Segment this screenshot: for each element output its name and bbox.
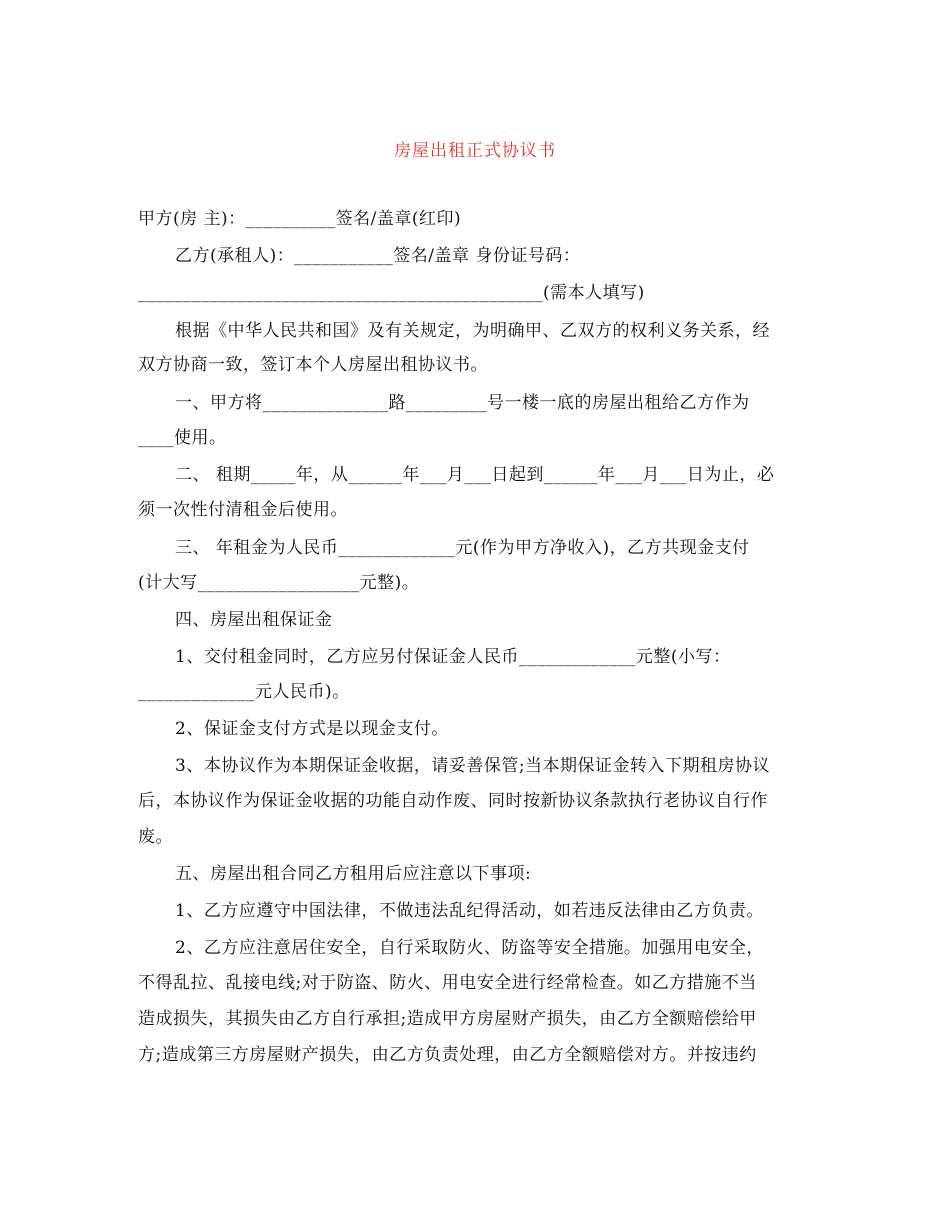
clause-5-item-2: 不得乱拉、乱接电线;对于防盗、防火、用电安全进行经常检查。如乙方措施不当 — [138, 973, 757, 993]
clause-4-heading: 四、房屋出租保证金 — [175, 610, 333, 630]
document-title: 房屋出租正式协议书 — [394, 141, 556, 161]
clause-5-item-2: 2、乙方应注意居住安全，自行采取防火、防盗等安全措施。加强用电安全， — [175, 938, 764, 958]
clause-5-item-2: 造成损失，其损失由乙方自行承担;造成甲方房屋财产损失，由乙方全额赔偿给甲 — [138, 1009, 757, 1029]
clause-4-item-3: 废。 — [138, 827, 173, 847]
clause-1-line: 一、甲方将______________路_________号一楼一底的房屋出租给乙方作为 — [175, 393, 750, 413]
clause-1-line: ____使用。 — [138, 428, 227, 448]
clause-5-item-2: 方;造成第三方房屋财产损失，由乙方负责处理，由乙方全额赔偿对方。并按违约 — [138, 1045, 757, 1065]
clause-2-line: 须一次性付清租金后使用。 — [138, 500, 348, 520]
paragraph-line: 双方协商一致，签订本个人房屋出租协议书。 — [138, 355, 488, 375]
clause-2-line: 二、 租期_____年，从______年___月___日起到______年___月___日为止，必 — [175, 465, 775, 485]
clause-3-line: (计大写__________________元整)。 — [138, 573, 420, 593]
id-number-line: _____________________________________________(需本人填写) — [138, 283, 645, 303]
party-a-line: 甲方(房 主)：__________签名/盖章(红印) — [138, 209, 462, 229]
clause-5-item-1: 1、乙方应遵守中国法律，不做违法乱纪得活动，如若违反法律由乙方负责。 — [175, 901, 764, 921]
party-b-line: 乙方(承租人)：___________签名/盖章 身份证号码： — [175, 246, 581, 266]
clause-4-item-2: 2、保证金支付方式是以现金支付。 — [175, 719, 449, 739]
clause-4-item-1: 1、交付租金同时，乙方应另付保证金人民币_____________元整(小写： — [175, 647, 731, 667]
paragraph-line: 根据《中华人民共和国》及有关规定，为明确甲、乙双方的权利义务关系，经 — [175, 321, 770, 341]
clause-4-item-3: 后，本协议作为保证金收据的功能自动作废、同时按新协议条款执行老协议自行作 — [138, 791, 768, 811]
clause-4-item-1: _____________元人民币)。 — [138, 682, 350, 702]
clause-5-heading: 五、房屋出租合同乙方租用后应注意以下事项: — [175, 864, 532, 884]
clause-3-line: 三、 年租金为人民币_____________元(作为甲方净收入)，乙方共现金支付 — [175, 538, 750, 558]
clause-4-item-3: 3、本协议作为本期保证金收据，请妥善保管;当本期保证金转入下期租房协议 — [175, 756, 771, 776]
